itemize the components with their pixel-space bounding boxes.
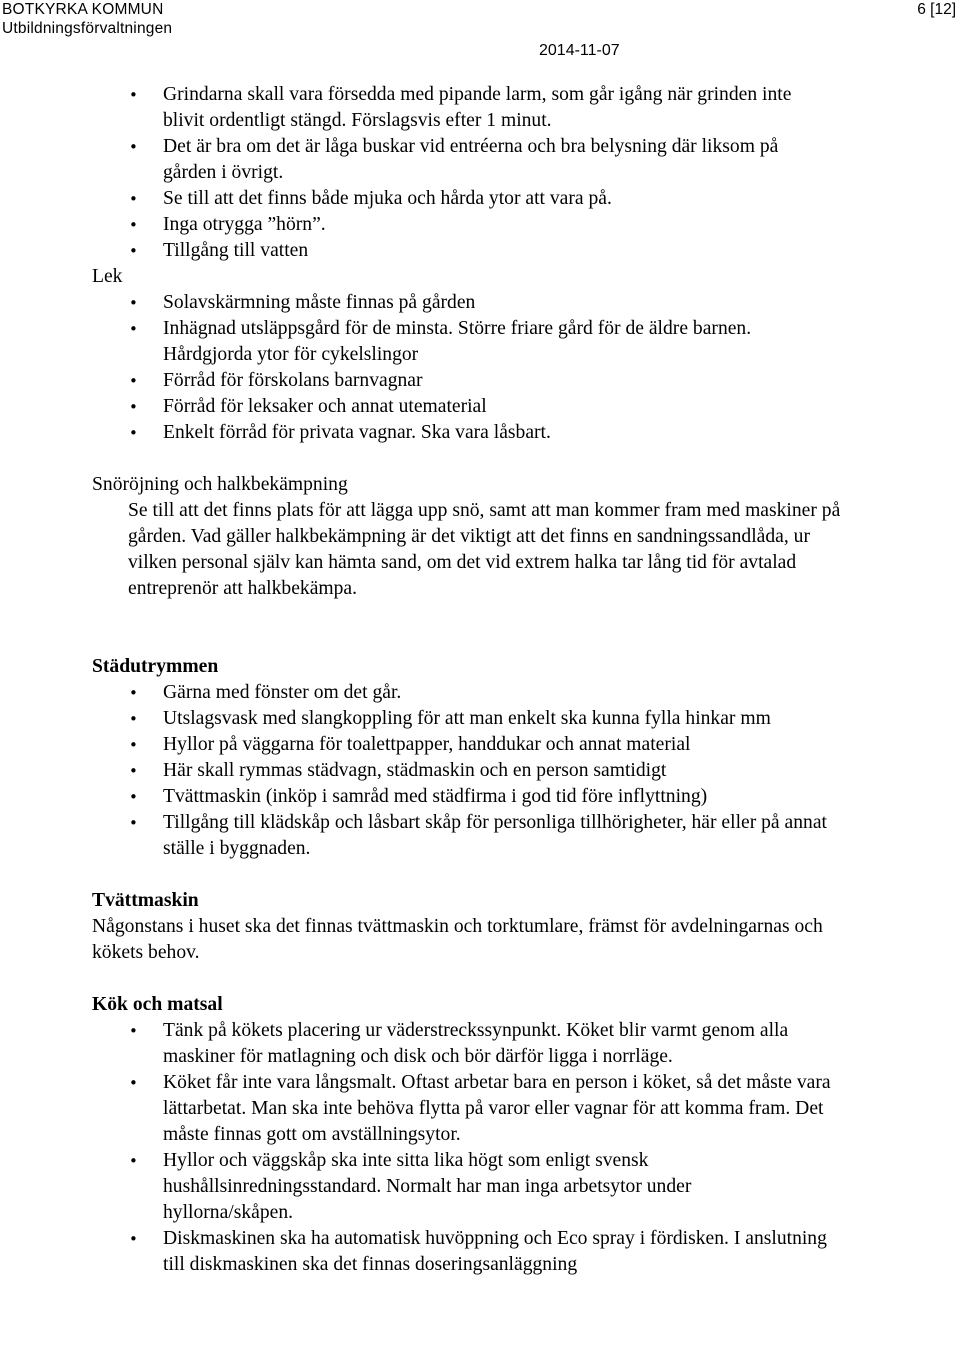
section-heading-kitchen: Kök och matsal [92,994,223,1015]
bullet-icon: • [129,814,138,832]
kitchen-list [92,1018,952,1278]
bullet-icon: • [129,788,138,806]
bullet-icon: • [129,424,138,442]
list-item: • Diskmaskinen ska ha automatisk huvöppning och Eco spray i fördisken. I anslutning till diskmaskinen ska det finnas doseringsanläggning [129,1228,827,1275]
bullet-icon: • [129,86,138,104]
bullet-icon: • [129,684,138,702]
bullet-icon: • [129,398,138,416]
list-item: • Solavskärmning måste finnas på gården [92,290,952,316]
list-item: • Förråd för förskolans barnvagnar [92,368,952,394]
play-list [92,290,952,446]
bullet-icon: • [129,1074,138,1092]
document-body [92,82,952,1278]
bullet-icon: • [129,1230,138,1248]
list-item: • Tänk på kökets placering ur väderstreckssynpunkt. Köket blir varmt genom alla maskiner för matlagning och disk och bör därför ligga i norrläge. [129,1020,789,1067]
bullet-icon: • [129,710,138,728]
snow-paragraph: Se till att det finns plats för att lägga upp snö, samt att man kommer fram med maskiner på gården. Vad gäller halkbekämpning är det viktigt att det finns en sandningssandlåda, ur vilken personal själv kan hämta sand, om det vid extrem halka tar lång tid för avtalad entreprenör att halkbekämpa. [128,500,841,599]
list-item: • Gärna med fönster om det går. [92,680,952,706]
document-date: 2014-11-07 [539,42,620,59]
bullet-icon: • [129,1152,138,1170]
department-name: Utbildningsförvaltningen [2,20,173,37]
list-item: • Här skall rymmas städvagn, städmaskin och en person samtidigt [92,758,952,784]
bullet-icon: • [129,216,138,234]
list-item: • Det är bra om det är låga buskar vid entréerna och bra belysning där liksom på gården i övrigt. [129,136,779,183]
bullet-icon: • [129,190,138,208]
section-heading-laundry: Tvättmaskin [92,890,199,911]
bullet-icon: • [129,1022,138,1040]
bullet-icon: • [129,372,138,390]
bullet-icon: • [129,736,138,754]
list-item: • Inga otrygga ”hörn”. [92,212,952,238]
list-item: • Tvättmaskin (inköp i samråd med städfirma i god tid före inflyttning) [92,784,952,810]
list-item: • Tillgång till klädskåp och låsbart skåp för personliga tillhörigheter, här eller på annat ställe i byggnaden. [129,812,827,859]
yard-list [92,82,952,264]
list-item: • Hyllor och väggskåp ska inte sitta lika högt som enligt svensk hushållsinredningsstandard. Normalt har man inga arbetsytor under hyllorna/skåpen. [129,1150,692,1223]
section-heading-cleaning: Städutrymmen [92,656,219,677]
list-item: • Förråd för leksaker och annat utematerial [92,394,952,420]
org-name: BOTKYRKA KOMMUN [2,1,164,18]
list-item: • Enkelt förråd för privata vagnar. Ska vara låsbart. [92,420,952,446]
list-item: • Inhägnad utsläppsgård för de minsta. Större friare gård för de äldre barnen. Hårdgjorda ytor för cykelslingor [129,318,752,365]
page-number: 6 [12] [917,1,956,18]
list-item: • Se till att det finns både mjuka och hårda ytor att vara på. [92,186,952,212]
section-heading-snow: Snöröjning och halkbekämpning [92,474,348,495]
bullet-icon: • [129,320,138,338]
cleaning-list [92,680,952,862]
document-header [2,0,172,38]
list-item: • Tillgång till vatten [92,238,952,264]
bullet-icon: • [129,762,138,780]
bullet-icon: • [129,294,138,312]
section-heading-lek: Lek [92,266,123,287]
list-item: • Grindarna skall vara försedda med pipande larm, som går igång när grinden inte blivit ordentligt stängd. Förslagsvis efter 1 minut. [129,84,792,131]
laundry-paragraph: Någonstans i huset ska det finnas tvättmaskin och torktumlare, främst för avdelningarnas och kökets behov. [92,916,823,963]
bullet-icon: • [129,242,138,260]
list-item: • Hyllor på väggarna för toalettpapper, handdukar och annat material [92,732,952,758]
list-item: • Utslagsvask med slangkoppling för att man enkelt ska kunna fylla hinkar mm [92,706,952,732]
bullet-icon: • [129,138,138,156]
list-item: • Köket får inte vara långsmalt. Oftast arbetar bara en person i köket, så det måste vara lättarbetat. Man ska inte behöva flytta på varor eller vagnar för att komma fram. Det måste finnas gott om avställningsytor. [129,1072,831,1145]
